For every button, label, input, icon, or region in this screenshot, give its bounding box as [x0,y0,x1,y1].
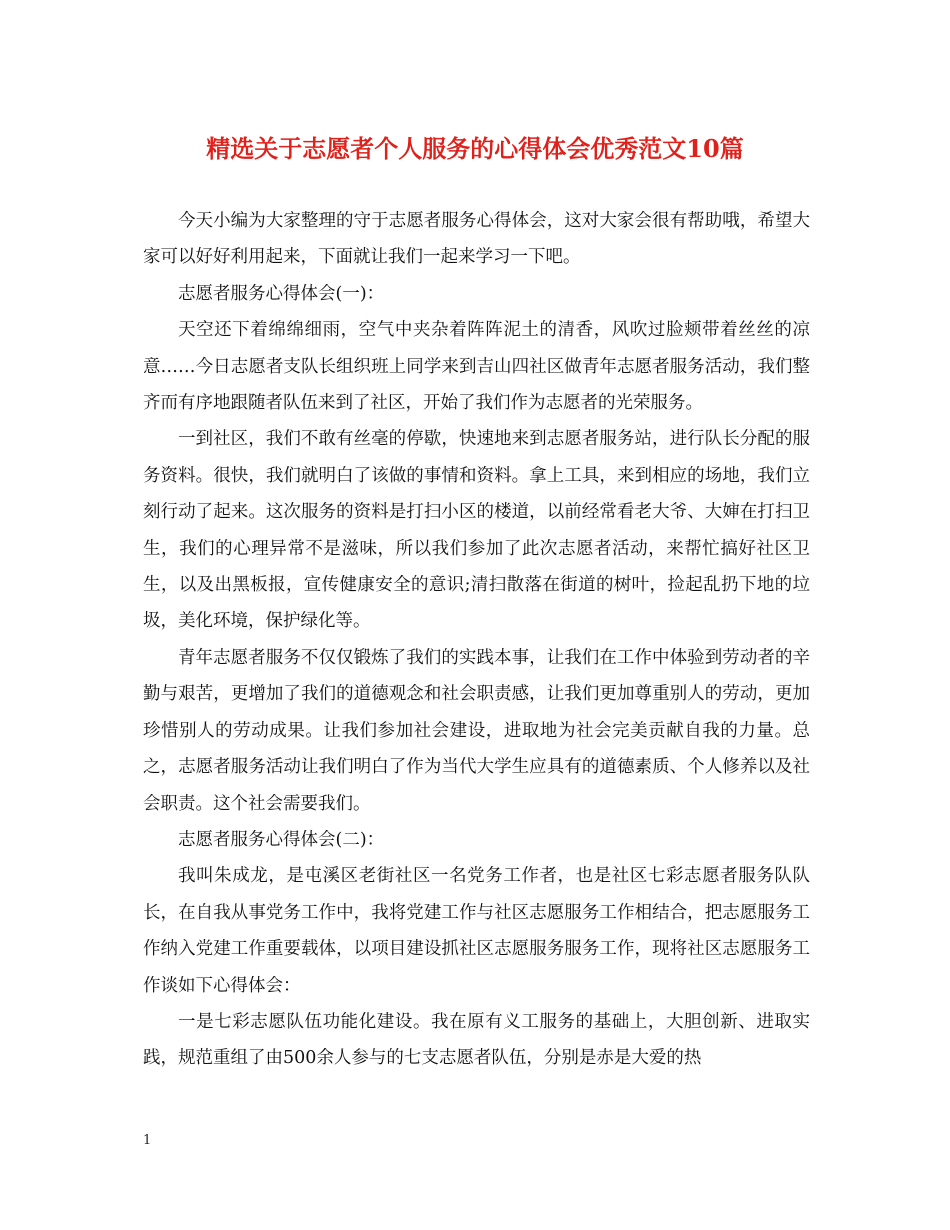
paragraph: 青年志愿者服务不仅仅锻炼了我们的实践本事，让我们在工作中体验到劳动者的辛勤与艰苦，更增加了我们的道德观念和社会职责感，让我们更加尊重别人的劳动，更加珍惜别人的劳动成果。让我们参加社会建设，进取地为社会完美贡献自我的力量。总之，志愿者服务活动让我们明白了作为当代大学生应具有的道德素质、个人修养以及社会职责。这个社会需要我们。 [143,647,810,814]
section-heading-1: 志愿者服务心得体会(一)： [178,283,385,304]
page-number: 1 [143,1133,152,1148]
paragraph-intro: 今天小编为大家整理的守于志愿者服务心得体会，这对大家会很有帮助哦，希望大家可以好好利用起来，下面就让我们一起来学习一下吧。 [143,211,810,268]
paragraph: 一到社区，我们不敢有丝毫的停歇，快速地来到志愿者服务站，进行队长分配的服务资料。很快，我们就明白了该做的事情和资料。拿上工具，来到相应的场地，我们立刻行动了起来。这次服务的资料是打扫小区的楼道，以前经常看老大爷、大婶在打扫卫生，我们的心理异常不是滋味，所以我们参加了此次志愿者活动，来帮忙搞好社区卫生，以及出黑板报，宣传健康安全的意识;清扫散落在街道的树叶，捡起乱扔下地的垃圾，美化环境，保护绿化等。 [143,429,810,632]
section-heading-2: 志愿者服务心得体会(二)： [178,829,385,850]
paragraph: 一是七彩志愿队伍功能化建设。我在原有义工服务的基础上，大胆创新、进取实践，规范重组了由500余人参与的七支志愿者队伍，分别是赤是大爱的热 [143,1011,810,1069]
document-title: 精选关于志愿者个人服务的心得体会优秀范文10篇 [206,134,744,163]
paragraph: 我叫朱成龙，是屯溪区老街社区一名党务工作者，也是社区七彩志愿者服务队队长，在自我从事党务工作中，我将党建工作与社区志愿服务工作相结合，把志愿服务工作纳入党建工作重要载体，以项目建设抓社区志愿服务服务工作，现将社区志愿服务工作谈如下心得体会： [143,866,810,996]
paragraph: 天空还下着绵绵细雨，空气中夹杂着阵阵泥土的清香，风吹过脸颊带着丝丝的凉意……今日志愿者支队长组织班上同学来到吉山四社区做青年志愿者服务活动，我们整齐而有序地跟随者队伍来到了社区，开始了我们作为志愿者的光荣服务。 [143,320,810,414]
document-body [143,203,810,1077]
